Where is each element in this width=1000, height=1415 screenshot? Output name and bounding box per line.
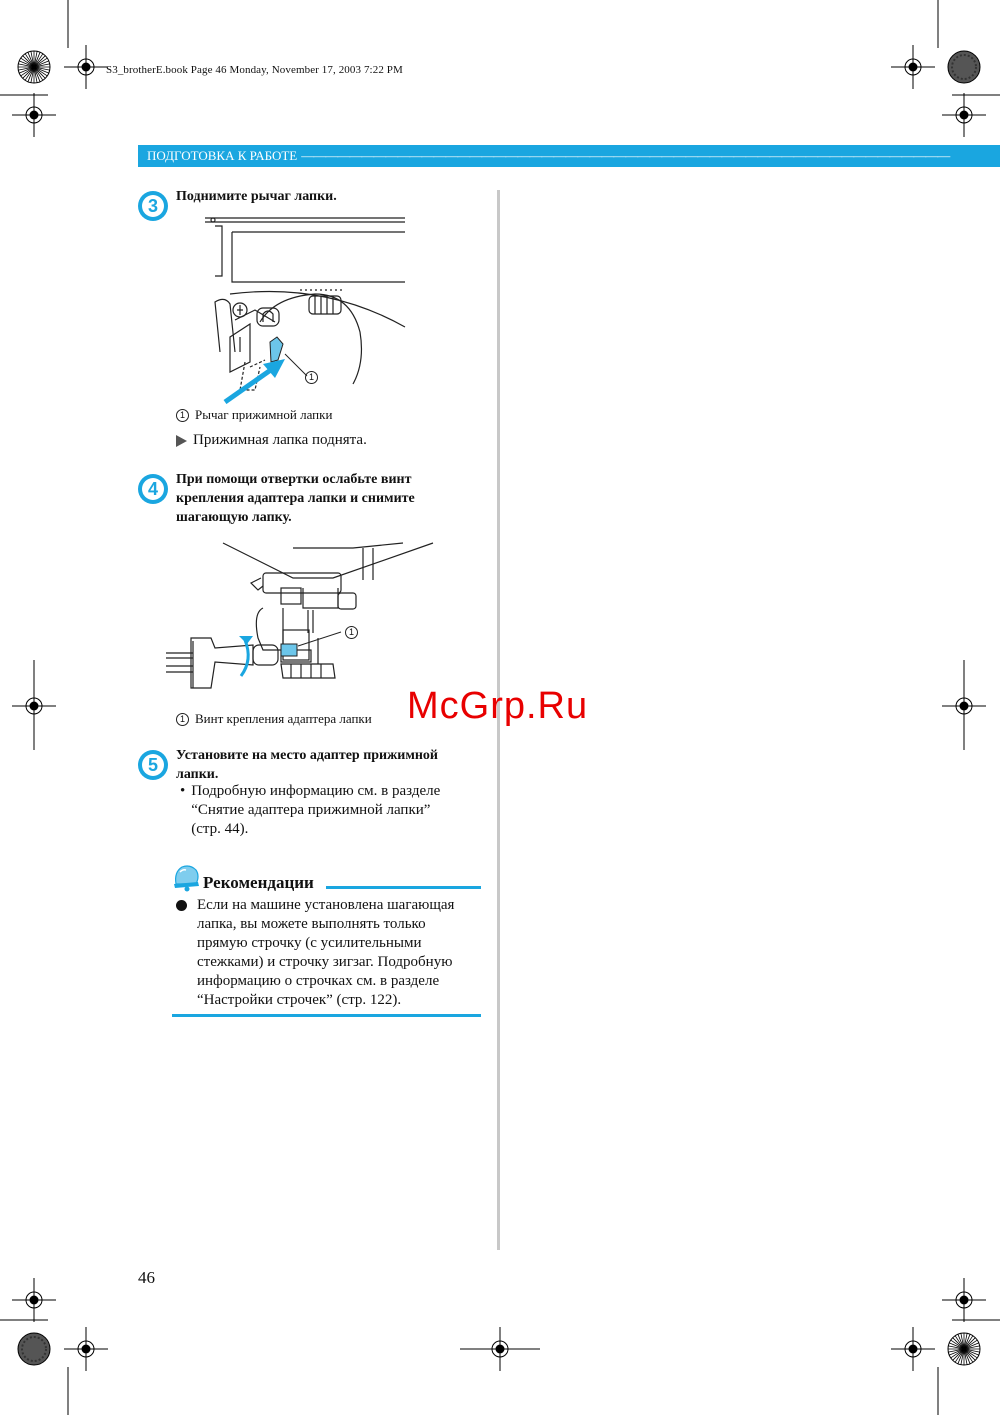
step-5-badge — [138, 750, 168, 780]
section-dashes: —————————————————————————————————————————————————————— — [301, 148, 950, 163]
step-4-title — [176, 470, 415, 527]
section-header-bar — [138, 145, 1000, 167]
step-3-callout: 1 — [305, 371, 318, 384]
step-3-title: Поднимите рычаг лапки. — [176, 189, 337, 204]
watermark: McGrp.Ru — [407, 685, 589, 727]
notes-line: информацию о строчках см. в разделе — [197, 973, 440, 989]
result-arrow-icon — [176, 435, 187, 447]
step-5-bullet: • — [180, 783, 186, 799]
caption-3-text: Рычаг прижимной лапки — [195, 407, 333, 422]
step-4-number: 4 — [142, 478, 164, 500]
step-3-result-text: Прижимная лапка поднята. — [193, 432, 367, 448]
notes-line: Если на машине установлена шагающая — [197, 897, 455, 913]
step-5-title — [176, 746, 438, 784]
notes-rule-bottom — [172, 1014, 481, 1017]
step-4-badge — [138, 474, 168, 504]
print-header: S3_brotherE.book Page 46 Monday, November 17, 2003 7:22 PM — [106, 64, 403, 76]
step-5-body-line: (стр. 44). — [191, 821, 249, 837]
step-5-title-line: лапки. — [176, 767, 219, 782]
step-4-callout: 1 — [345, 626, 358, 639]
step-5-body — [180, 782, 440, 839]
notes-body — [197, 896, 454, 1010]
step-4-caption — [176, 711, 372, 727]
notes-line: прямую строчку (с усилительными — [197, 935, 422, 951]
step-4-illustration — [163, 538, 443, 698]
bell-icon — [170, 862, 202, 892]
step-5-body-line: Подробную информацию см. в разделе — [191, 783, 441, 799]
step-4-title-line: крепления адаптера лапки и снимите — [176, 491, 415, 506]
step-3-caption — [176, 407, 332, 423]
step-5-number: 5 — [142, 754, 164, 776]
notes-line: лапка, вы можете выполнять только — [197, 916, 426, 932]
notes-line: “Настройки строчек” (стр. 122). — [197, 992, 402, 1008]
step-5-title-line: Установите на место адаптер прижимной — [176, 748, 439, 763]
page-number: 46 — [138, 1268, 155, 1287]
section-title: ПОДГОТОВКА К РАБОТЕ — [147, 148, 298, 163]
notes-heading: Рекомендации — [203, 873, 314, 892]
notes-line: стежками) и строчку зигзаг. Подробную — [197, 954, 453, 970]
notes-rule-top — [326, 886, 481, 889]
step-3-number: 3 — [142, 195, 164, 217]
step-3-result — [176, 432, 367, 449]
step-3-badge — [138, 191, 168, 221]
step-4-title-line: шагающую лапку. — [176, 510, 292, 525]
caption-4-marker: 1 — [176, 713, 189, 726]
notes-item — [176, 896, 454, 1010]
step-5-body-line: “Снятие адаптера прижимной лапки” — [191, 802, 431, 818]
bullet-dot-icon — [176, 900, 187, 911]
caption-4-text: Винт крепления адаптера лапки — [195, 711, 372, 726]
caption-3-marker: 1 — [176, 409, 189, 422]
step-4-title-line: При помощи отвертки ослабьте винт — [176, 472, 412, 487]
